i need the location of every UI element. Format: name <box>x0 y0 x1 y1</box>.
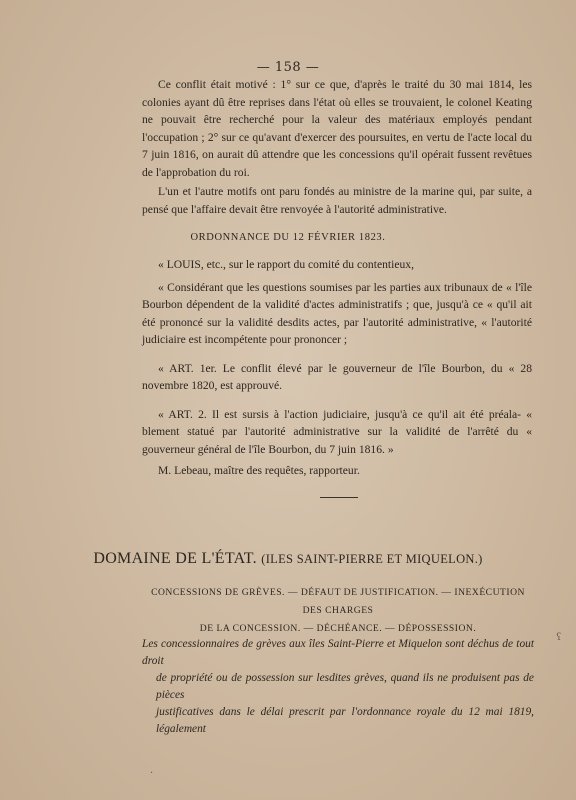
margin-mark: ʕ <box>556 632 562 643</box>
ordonnance-article-2: « ART. 2. Il est sursis à l'action judiciaire, jusqu'à ce qu'il ait été préala- « blement statué par l'autorité administrative sur la validité de l'arrêté du « gouverneur général de l'île Bourbon, du 7 juin 1816. » <box>142 407 532 456</box>
intro-text <box>142 76 532 218</box>
keywords-line-1: CONCESSIONS DE GRÈVES. — DÉFAUT DE JUSTIFICATION. — INEXÉCUTION DES CHARGES <box>151 587 525 616</box>
ordonnance-article-1: « ART. 1er. Le conflit élevé par le gouverneur de l'île Bourbon, du « 28 novembre 1820, est approuvé. <box>142 361 532 392</box>
ordonnance-preamble: « LOUIS, etc., sur le rapport du comité du contentieux, <box>158 258 414 271</box>
section-title-main: DOMAINE DE L'ÉTAT. <box>93 550 257 567</box>
ordonnance-considerant: « Considérant que les questions soumises par les parties aux tribunaux de « l'île Bourbon dépendent de la validité d'actes administratifs ; que, jusqu'à ce « qu'il ait été prononcé sur la validité desdits actes, par l'autorité administrative, « l'autorité judiciaire est incompétente pour prononcer ; <box>142 280 532 346</box>
ordonnance-rapporteur: M. Lebeau, maître des requêtes, rapporteur. <box>158 464 360 477</box>
section-keywords <box>142 584 534 638</box>
section-title <box>0 550 576 568</box>
intro-paragraph-2: L'un et l'autre motifs ont paru fondés au ministre de la marine qui, par suite, a pensé que l'affaire devait être renvoyée à l'autorité administrative. <box>142 185 532 216</box>
ordonnance-title: ORDONNANCE DU 12 FÉVRIER 1823. <box>190 232 386 243</box>
page-number: — 158 — <box>256 60 320 75</box>
summary-line-3: justificatives dans le délai prescrit par l'ordonnance royale du 12 mai 1819, légalement <box>156 706 534 735</box>
section-summary <box>142 636 534 738</box>
keywords-line-2: DE LA CONCESSION. — DÉCHÉANCE. — DÉPOSSESSION. <box>199 623 477 634</box>
section-title-sub: (ILES SAINT-PIERRE ET MIQUELON.) <box>261 552 483 566</box>
intro-paragraph-1: Ce conflit était motivé : 1° sur ce que, d'après le traité du 30 mai 1814, les colonies ayant dû être reprises dans l'état où elles se trouvaient, le colonel Keating ne pouvait être recherché pour la valeur des matériaux employés pendant l'occupation ; 2° sur ce qu'avant d'exercer des poursuites, en vertu de l'acte local du 7 juin 1816, on aurait dû attendre que les concessions qu'il opérait fussent revêtues de l'approbation du roi. <box>142 78 532 179</box>
paper-speck: · <box>150 768 154 779</box>
summary-line-2: de propriété ou de possession sur lesdites grèves, quand ils ne produisent pas de pièces <box>156 672 534 701</box>
section-divider <box>320 497 358 498</box>
ordonnance-text <box>142 256 532 480</box>
summary-line-1: Les concessionnaires de grèves aux îles Saint-Pierre et Miquelon sont déchus de tout droit <box>142 638 534 667</box>
